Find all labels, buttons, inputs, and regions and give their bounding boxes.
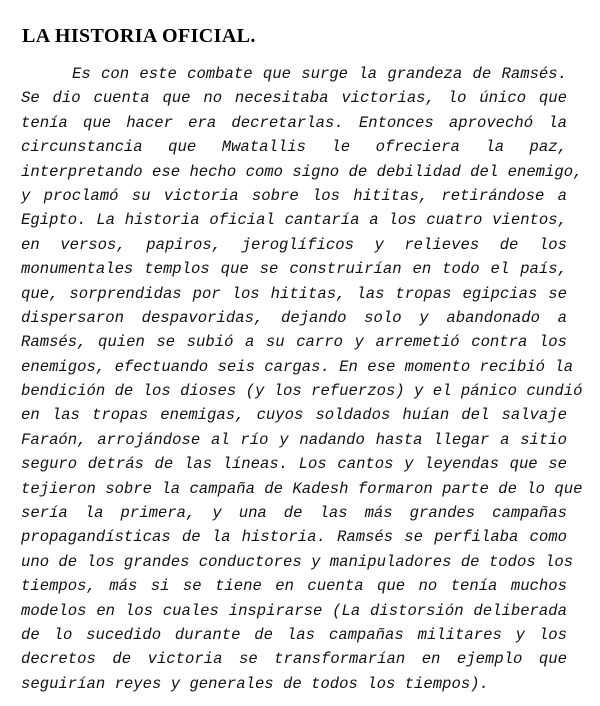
body-paragraph [21,62,583,696]
paragraph-line: monumentales templos que se construirían en todo el país, [21,260,567,279]
paragraph-line: tejieron sobre la campaña de Kadesh formaron parte de lo que [21,479,583,498]
paragraph-line: enemigos, efectuando seis cargas. En ese momento recibió la [21,357,574,376]
paragraph-line: seguro detrás de las líneas. Los cantos y leyendas que se [21,455,567,474]
paragraph-line: Egipto. La historia oficial cantaría a los cuatro vientos, [21,211,567,230]
document-heading: LA HISTORIA OFICIAL. [22,25,256,47]
paragraph-line: bendición de los dioses (y los refuerzos) y el pánico cundió [21,382,583,401]
paragraph-line: sería la primera, y una de las más grandes campañas [21,504,567,523]
paragraph-line: modelos en los cuales inspirarse (La distorsión deliberada [21,601,567,620]
paragraph-line: Ramsés, quien se subió a su carro y arremetió contra los [21,333,567,352]
paragraph-line: uno de los grandes conductores y manipuladores de todos los [21,552,574,571]
paragraph-line: tiempos, más si se tiene en cuenta que no tenía muchos [21,577,567,596]
paragraph-line: y proclamó su victoria sobre los hititas, retirándose a [21,186,567,205]
paragraph-line: seguirían reyes y generales de todos los tiempos). [21,674,489,693]
paragraph-line: Se dio cuenta que no necesitaba victorias, lo único que [21,89,567,108]
paragraph-line: dispersaron despavoridas, dejando solo y abandonado a [21,308,567,327]
paragraph-line: circunstancia que Mwatallis le ofreciera la paz, [21,138,567,157]
paragraph-line: interpretando ese hecho como signo de debilidad del enemigo, [21,162,583,181]
paragraph-line: decretos de victoria se transformarían en ejemplo que [21,650,567,669]
paragraph-line: que, sorprendidas por los hititas, las tropas egipcias se [21,284,567,303]
paragraph-line: de lo sucedido durante de las campañas militares y los [21,625,567,644]
paragraph-line: Faraón, arrojándose al río y nadando hasta llegar a sitio [21,430,567,449]
paragraph-line: en las tropas enemigas, cuyos soldados huían del salvaje [21,406,567,425]
paragraph-line: en versos, papiros, jeroglíficos y relieves de los [21,235,567,254]
paragraph-line: Es con este combate que surge la grandeza de Ramsés. [72,65,567,83]
paragraph-line: propagandísticas de la historia. Ramsés se perfilaba como [21,528,567,547]
paragraph-line: tenía que hacer era decretarlas. Entonces aprovechó la [21,113,567,132]
